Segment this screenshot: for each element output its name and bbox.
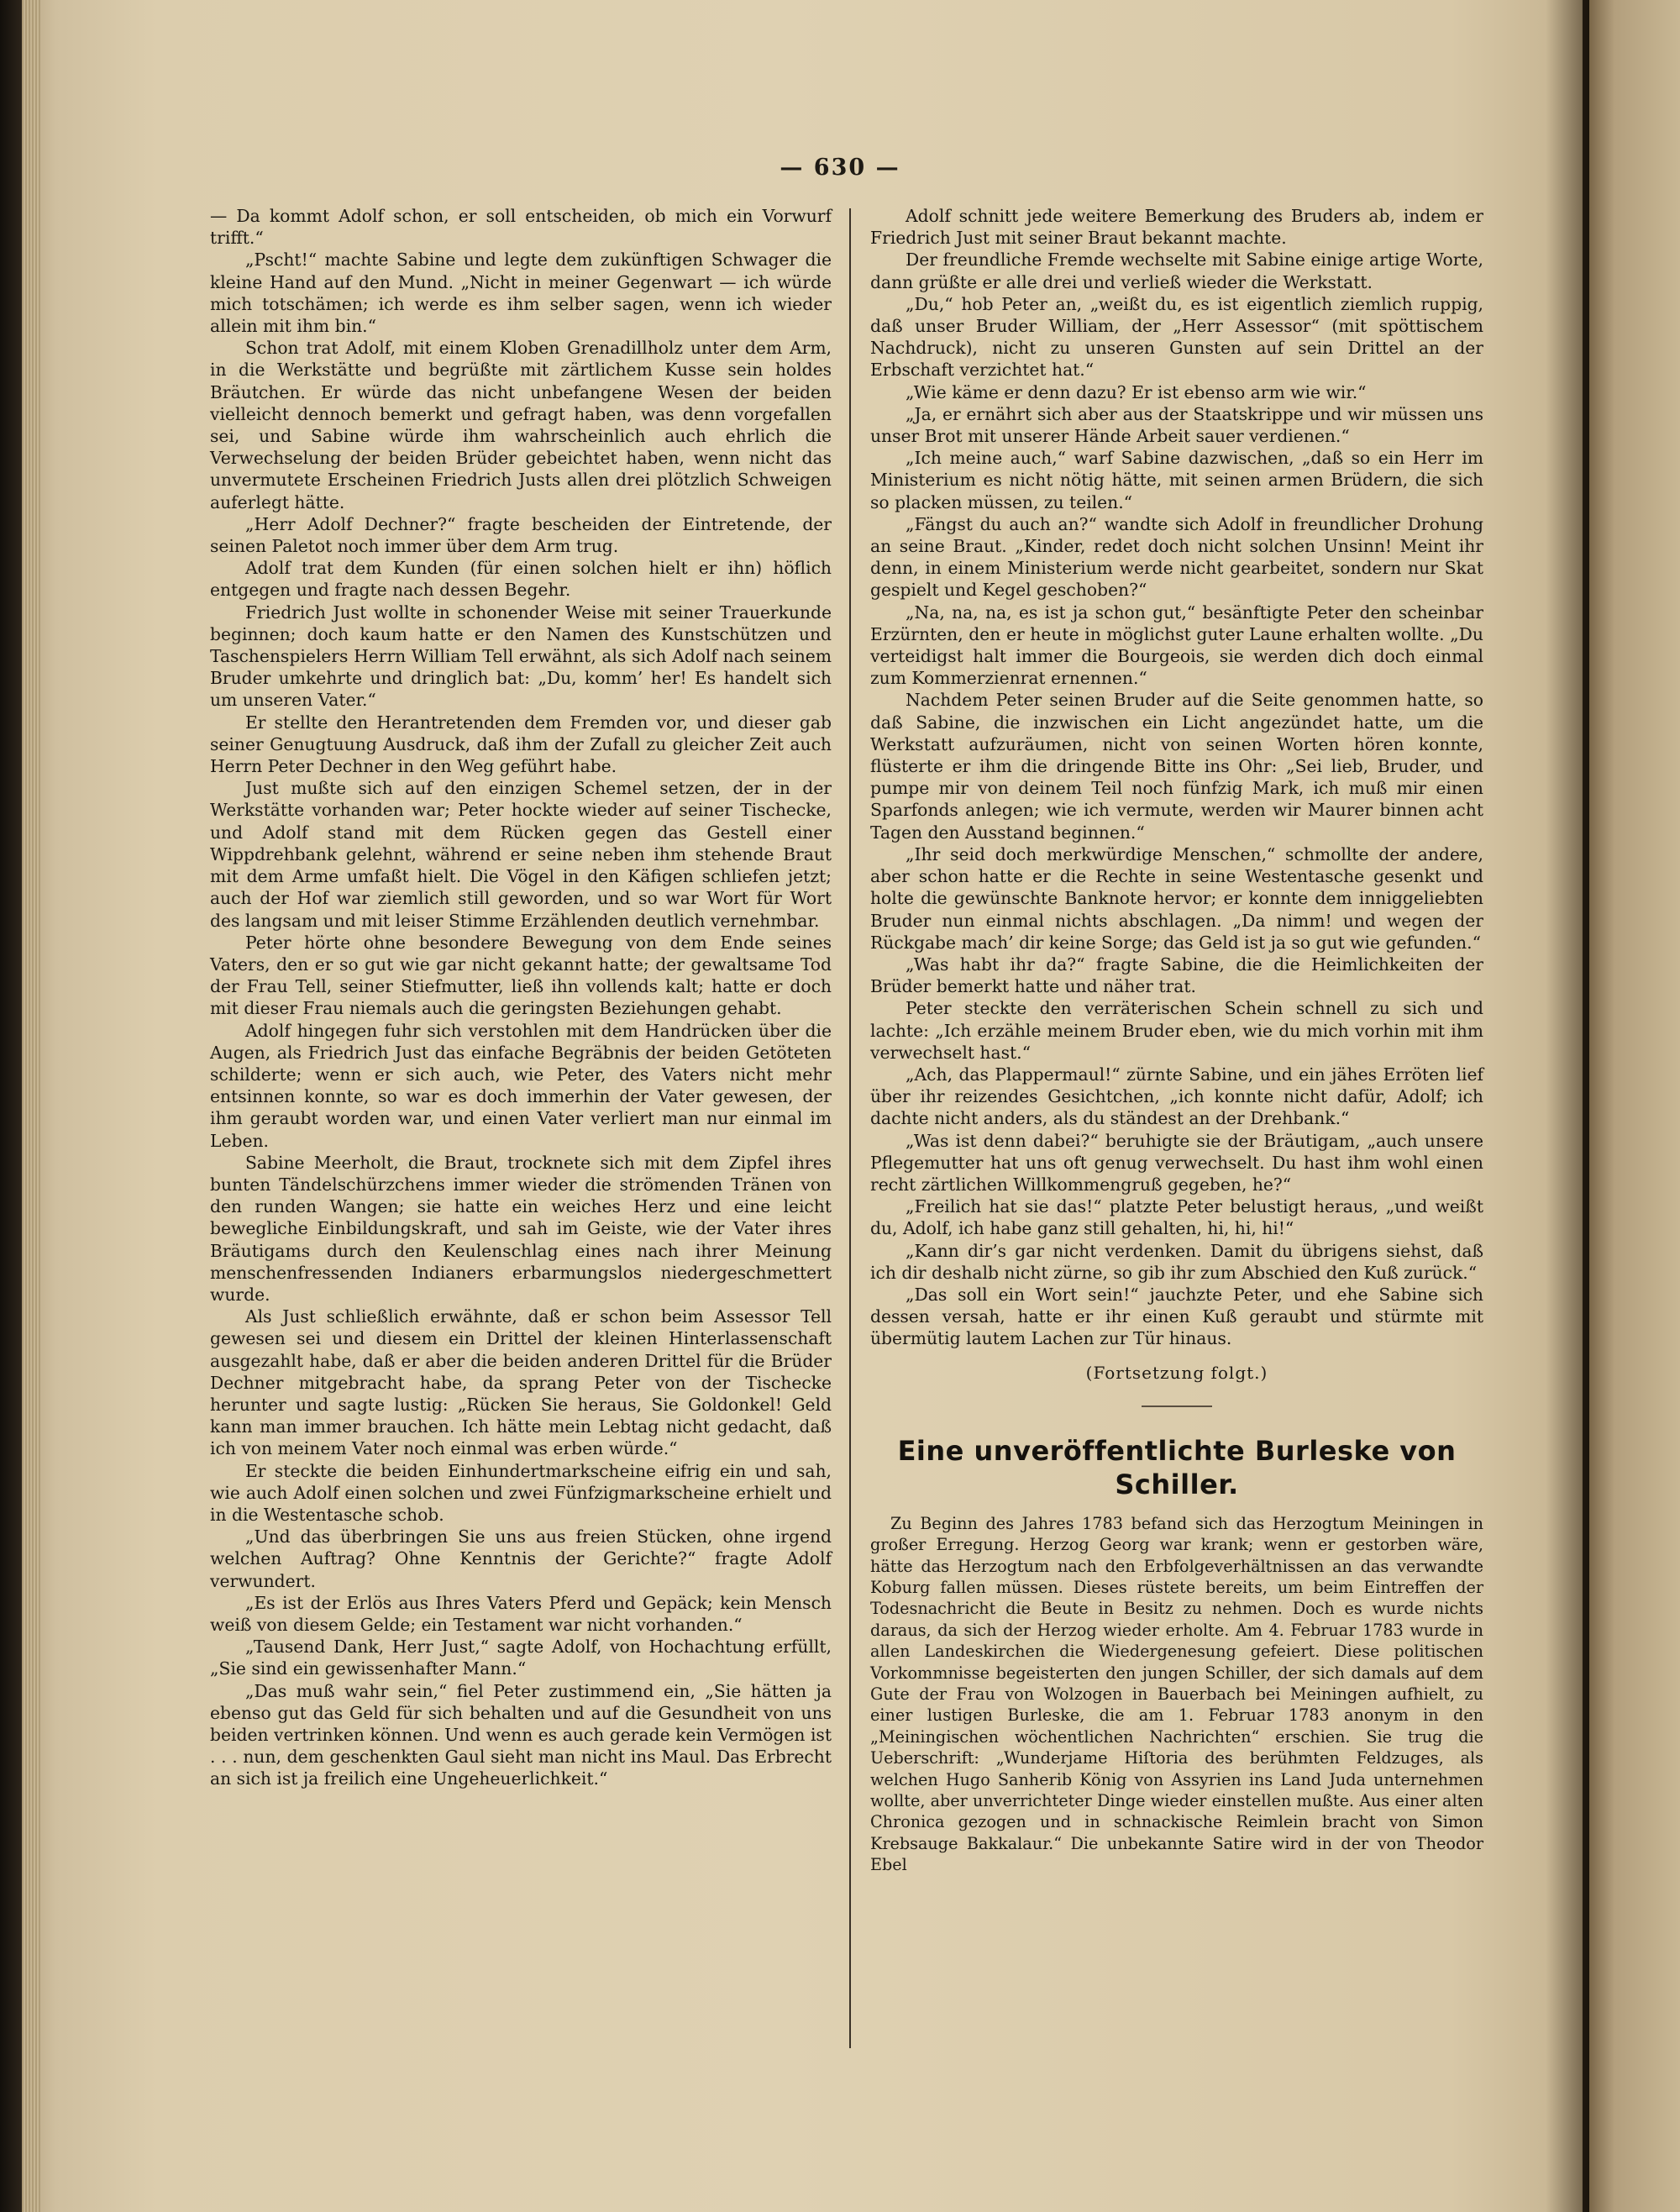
paragraph: „Es ist der Erlös aus Ihres Vaters Pferd und Gepäck; kein Mensch weiß von diesem Gelde; ein Testament war nicht vorhanden.“ xyxy=(210,1592,832,1635)
paragraph: Adolf hingegen fuhr sich verstohlen mit dem Handrücken über die Augen, als Friedrich Just das einfache Begräbnis der beiden Getöteten schilderte; wenn er sich auch, wie Peter, des Vaters nicht mehr entsinnen konnte, so war es doch immerhin der Vater gewesen, der ihm geraubt worden war, und einen Vater verliert man nur einmal im Leben. xyxy=(210,1020,832,1151)
continuation-note: (Fortsetzung folgt.) xyxy=(1085,1362,1268,1383)
paragraph: Sabine Meerholt, die Braut, trocknete sich mit dem Zipfel ihres bunten Tändelschürzchens immer wieder die strömenden Tränen von den runden Wangen; sie hatte ein weiches Herz und eine leicht bewegliche Einbildungskraft, und sah im Geiste, wie der Vater ihres Bräutigams durch den Keulenschlag eines nach ihrer Meinung menschenfressenden Indianers erbarmungslos niedergeschmettert wurde. xyxy=(210,1152,832,1305)
paragraph: Peter hörte ohne besondere Bewegung von dem Ende seines Vaters, den er so gut wie gar nicht gekannt hatte; der gewaltsame Tod der Frau Tell, seiner Stiefmutter, ließ ihn vollends kalt; hatte er doch mit dieser Frau niemals auch die geringsten Beziehungen gehabt. xyxy=(210,932,832,1019)
paragraph: Nachdem Peter seinen Bruder auf die Seite genommen hatte, so daß Sabine, die inzwischen ein Licht angezündet hatte, um die Werkstatt aufzuräumen, nicht von seinen Worten hören konnte, flüsterte er ihm die dringende Bitte ins Ohr: „Sei lieb, Bruder, und pumpe mir von deinem Teil noch fünfzig Mark, ich muß mir einen Sparfonds anlegen; wie ich vermute, werden wir Maurer binnen acht Tagen den Ausstand beginnen.“ xyxy=(870,690,1483,843)
right-column xyxy=(870,205,1483,1876)
paragraph: Schon trat Adolf, mit einem Kloben Grenadillholz unter dem Arm, in die Werkstätte und begrüßte mit zärtlichem Kusse sein holdes Bräutchen. Er würde das nicht unbefangene Wesen der beiden vielleicht dennoch bemerkt und gefragt haben, was denn vorgefallen sei, und Sabine würde ihm wahrscheinlich auch ehrlich die Verwechselung der beiden Brüder gebeichtet haben, wenn nicht das unvermutete Erscheinen Friedrich Justs allen drei plötzlich Schweigen auferlegt hätte. xyxy=(210,338,832,512)
paragraph: „Du,“ hob Peter an, „weißt du, es ist eigentlich ziemlich ruppig, daß unser Bruder William, der „Herr Assessor“ (mit spöttischem Nachdruck), nicht zu unseren Gunsten auf sein Drittel an der Erbschaft verzichtet hat.“ xyxy=(870,293,1483,381)
paragraph: Friedrich Just wollte in schonender Weise mit seiner Trauerkunde beginnen; doch kaum hatte er den Namen des Kunstschützen und Taschenspielers Herrn William Tell erwähnt, als sich Adolf nach seinem Bruder umkehrte und dringlich bat: „Du, komm’ her! Es handelt sich um unseren Vater.“ xyxy=(210,602,832,711)
paragraph: „Fängst du auch an?“ wandte sich Adolf in freundlicher Drohung an seine Braut. „Kinder, redet doch nicht solchen Unsinn! Meint ihr denn, in einem Ministerium werde nicht gearbeitet, sondern nur Skat gespielt und Kegel geschoben?“ xyxy=(870,513,1483,601)
book-spine xyxy=(0,0,22,2212)
paragraph: Als Just schließlich erwähnte, daß er schon beim Assessor Tell gewesen sei und diesem ein Drittel der kleinen Hinterlassenschaft ausgezahlt habe, daß er aber die beiden anderen Drittel für die Brüder Dechner mitgebracht habe, da sprang Peter von der Tischecke herunter und sagte lustig: „Rücken Sie heraus, Sie Goldonkel! Geld kann man immer brauchen. Ich hätte mein Lebtag nicht gedacht, daß ich von meinem Vater noch einmal was erben würde.“ xyxy=(210,1306,832,1459)
paragraph: „Freilich hat sie das!“ platzte Peter belustigt heraus, „und weißt du, Adolf, ich habe ganz still gehalten, hi, hi, hi!“ xyxy=(870,1196,1483,1239)
paragraph: Der freundliche Fremde wechselte mit Sabine einige artige Worte, dann grüßte er alle drei und verließ wieder die Werkstatt. xyxy=(870,250,1483,292)
paragraph: Er steckte die beiden Einhundertmarkscheine eifrig ein und sah, wie auch Adolf einen solchen und zwei Fünfzigmarkscheine erhielt und in die Westentasche schob. xyxy=(210,1460,832,1525)
paragraph: Zu Beginn des Jahres 1783 befand sich das Herzogtum Meiningen in großer Erregung. Herzog Georg war krank; wenn er gestorben wäre, hätte das Herzogtum nach den Erbfolgeverhältnissen an das verwandte Koburg fallen müssen. Dieses rüstete bereits, um beim Eintreffen der Todesnachricht die Beute in Besitz zu nehmen. Doch es wurde nichts daraus, da sich der Herzog wieder erholte. Am 4. Februar 1783 wurde in allen Landeskirchen die Wiedergenesung gefeiert. Diese politischen Vorkommnisse begeisterten den jungen Schiller, der sich damals auf dem Gute der Frau von Wolzogen in Bauerbach bei Meiningen aufhielt, zu einer lustigen Burleske, die am 1. Februar 1783 anonym in den „Meiningischen wöchentlichen Nachrichten“ erschien. Sie trug die Ueberschrift: „Wunderjame Hiſtoria des berühmten Feldzuges, als welchen Hugo Sanherib König von Assyrien ins Land Juda unternehmen wollte, aber unverrichteter Dinge wieder einstellen mußte. Aus einer alten Chronica gezogen und in schnackische Reimlein bracht von Simon Krebsauge Bakkalaur.“ Die unbekannte Satire wird in der von Theodor Ebel xyxy=(870,1513,1483,1875)
paragraph: „Ach, das Plappermaul!“ zürnte Sabine, und ein jähes Erröten lief über ihr reizendes Gesichtchen, „ich konnte nicht dafür, Adolf; ich dachte nicht anders, als du ständest an der Drehbank.“ xyxy=(870,1064,1483,1129)
paragraph: Just mußte sich auf den einzigen Schemel setzen, der in der Werkstätte vorhanden war; Peter hockte wieder auf seiner Tischecke, und Adolf stand mit dem Rücken gegen das Gestell einer Wippdrehbank gelehnt, während er seine neben ihm stehende Braut mit dem Arme umfaßt hielt. Die Vögel in den Käfigen schliefen jetzt; auch der Hof war ziemlich still geworden, und so war Wort für Wort des langsam und mit leiser Stimme Erzählenden deutlich vernehmbar. xyxy=(210,778,832,931)
gutter-shadow xyxy=(1546,0,1596,2212)
paragraph: „Kann dir’s gar nicht verdenken. Damit du übrigens siehst, daß ich dir deshalb nicht zürne, so gib ihr zum Abschied den Kuß zurück.“ xyxy=(870,1240,1483,1283)
paragraph: „Wie käme er denn dazu? Er ist ebenso arm wie wir.“ xyxy=(906,381,1367,402)
paragraph: Peter steckte den verräterischen Schein schnell zu sich und lachte: „Ich erzähle meinem Bruder eben, wie du mich vorhin mit ihm verwechselt hast.“ xyxy=(870,998,1483,1063)
paragraph: Adolf trat dem Kunden (für einen solchen hielt er ihn) höflich entgegen und fragte nach dessen Begehr. xyxy=(210,558,832,601)
paragraph: „Das soll ein Wort sein!“ jauchzte Peter, und ehe Sabine sich dessen versah, hatte er ihr einen Kuß geraubt und stürmte mit übermütig lautem Lachen zur Tür hinaus. xyxy=(870,1284,1483,1349)
page-number: — 630 — xyxy=(780,155,900,181)
paragraph: — Da kommt Adolf schon, er soll entscheiden, ob mich ein Vorwurf trifft.“ xyxy=(210,206,832,249)
article-body xyxy=(870,1513,1483,1876)
column-divider xyxy=(849,208,851,2048)
article-headline: Eine unveröffentlichte Burleske von Schiller. xyxy=(897,1434,1457,1500)
article-separator xyxy=(1142,1405,1212,1407)
paragraph: „Tausend Dank, Herr Just,“ sagte Adolf, von Hochachtung erfüllt, „Sie sind ein gewissenhafter Mann.“ xyxy=(210,1637,832,1679)
paragraph: Adolf schnitt jede weitere Bemerkung des Bruders ab, indem er Friedrich Just mit seiner Braut bekannt machte. xyxy=(870,206,1483,249)
paragraph: „Herr Adolf Dechner?“ fragte bescheiden der Eintretende, der seinen Paletot noch immer über dem Arm trug. xyxy=(210,513,832,557)
paragraph: Er stellte den Herantretenden dem Fremden vor, und dieser gab seiner Genugtuung Ausdruck, daß ihm der Zufall zu gleicher Zeit auch Herrn Peter Dechner in den Weg geführt habe. xyxy=(210,712,832,777)
paragraph: „Und das überbringen Sie uns aus freien Stücken, ohne irgend welchen Auftrag? Ohne Kenntnis der Gerichte?“ fragte Adolf verwundert. xyxy=(210,1526,832,1591)
paragraph: „Ich meine auch,“ warf Sabine dazwischen, „daß so ein Herr im Ministerium es nicht nötig hätte, mit seinen armen Brüdern, die sich so placken müssen, zu teilen.“ xyxy=(870,448,1483,512)
page-edge xyxy=(22,0,40,2212)
paragraph: „Na, na, na, es ist ja schon gut,“ besänftigte Peter den scheinbar Erzürnten, den er heute in möglichst guter Laune erhalten wollte. „Du verteidigst halt immer die Bourgeois, sie werden dich doch einmal zum Kommerzienrat ernennen.“ xyxy=(870,602,1483,689)
paragraph: „Das muß wahr sein,“ fiel Peter zustimmend ein, „Sie hätten ja ebenso gut das Geld für sich behalten und auf die Gesundheit von uns beiden vertrinken können. Und wenn es auch gerade kein Vermögen ist . . . nun, dem geschenkten Gaul sieht man nicht ins Maul. Das Erbrecht an sich ist ja freilich eine Ungeheuerlichkeit.“ xyxy=(210,1680,832,1789)
next-page-edge xyxy=(1589,0,1680,2212)
paragraph: „Ihr seid doch merkwürdige Menschen,“ schmollte der andere, aber schon hatte er die Rechte in seine Westentasche gesenkt und holte die gewünschte Banknote hervor; er konnte dem inniggeliebten Bruder nun einmal nichts abschlagen. „Da nimm! und wegen der Rückgabe mach’ dir keine Sorge; das Geld ist ja so gut wie gefunden.“ xyxy=(870,843,1483,953)
paragraph: „Was ist denn dabei?“ beruhigte sie der Bräutigam, „auch unsere Pflegemutter hat uns oft genug verwechselt. Du hast ihm wohl einen recht zärtlichen Willkommengruß gegeben, he?“ xyxy=(870,1130,1483,1195)
paragraph: „Pscht!“ machte Sabine und legte dem zukünftigen Schwager die kleine Hand auf den Mund. „Nicht in meiner Gegenwart — ich würde mich totschämen; ich werde es ihm selber sagen, wenn ich wieder allein mit ihm bin.“ xyxy=(210,250,832,337)
paragraph: „Ja, er ernährt sich aber aus der Staatskrippe und wir müssen uns unser Brot mit unserer Hände Arbeit sauer verdienen.“ xyxy=(870,403,1483,447)
paragraph: „Was habt ihr da?“ fragte Sabine, die die Heimlichkeiten der Brüder bemerkt hatte und näher trat. xyxy=(870,954,1483,997)
left-column xyxy=(210,205,832,1790)
